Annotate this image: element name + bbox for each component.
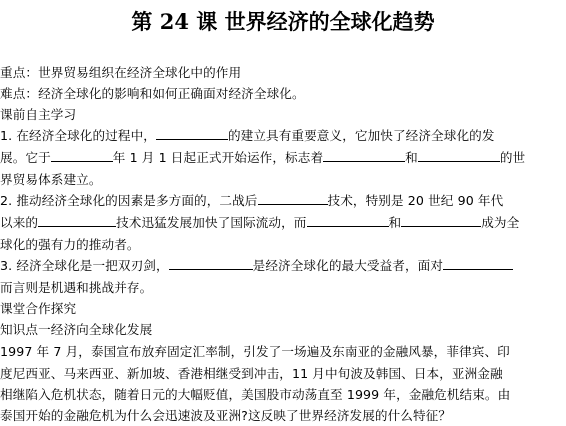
q2-blank-1[interactable] [258, 192, 328, 205]
question-3-line-2: 而言则是机遇和挑战并存。 [0, 280, 153, 295]
q3-text-b: 是经济全球化的最大受益者，面对 [252, 258, 444, 273]
q3-text-a: 3. 经济全球化是一把双刃剑， [0, 258, 169, 273]
q1-blank-3[interactable] [323, 149, 405, 162]
paragraph-line-4: 泰国开始的金融危机为什么会迅速波及亚洲?这反映了世界经济发展的什么特征？ [0, 408, 452, 423]
q1-blank-2[interactable] [51, 149, 113, 162]
lesson-title: 第 24 课 世界经济的全球化趋势 [131, 9, 435, 34]
paragraph-line-2: 度尼西亚、马来西亚、新加坡、香港相继受到冲击，11 月中旬波及韩国、日本，亚洲金融 [0, 366, 503, 381]
q2-blank-2[interactable] [38, 214, 116, 227]
section-heading-cooperative: 课堂合作探究 [0, 301, 77, 316]
q2-text-f: 成为全 [481, 215, 520, 230]
q1-blank-4[interactable] [418, 149, 500, 162]
knowledge-point-heading: 知识点一经济向全球化发展 [0, 322, 153, 337]
question-3-line-1 [0, 257, 566, 275]
q1-text-c: 展。它于 [0, 150, 51, 165]
q2-blank-3[interactable] [307, 214, 389, 227]
q2-text-e: 和 [388, 215, 402, 230]
difficulty-point: 难点：经济全球化的影响和如何正确面对经济全球化。 [0, 86, 305, 101]
q3-blank-1[interactable] [169, 257, 253, 270]
question-1-line-3: 界贸易体系建立。 [0, 172, 102, 187]
key-point: 重点：世界贸易组织在经济全球化中的作用 [0, 65, 242, 80]
q1-text-b: 的建立具有重要意义，它加快了经济全球化的发 [227, 128, 495, 143]
question-1-line-2 [0, 149, 566, 167]
paragraph-line-3: 相继陷入危机状态，随着日元的大幅贬值，美国股市动荡直至 1999 年，金融危机结束。由 [0, 387, 511, 402]
q2-blank-4[interactable] [401, 214, 481, 227]
q2-text-c: 以来的 [0, 215, 39, 230]
q2-text-d: 技术迅猛发展加快了国际流动，而 [116, 215, 307, 230]
section-heading-pre-study: 课前自主学习 [0, 107, 77, 122]
q1-text-f: 的世 [499, 150, 526, 165]
paragraph-line-1: 1997 年 7 月，泰国宣布放弃固定汇率制，引发了一场遍及东南亚的金融风暴，菲律宾、印 [0, 344, 510, 359]
question-2-line-3: 球化的强有力的推动者。 [0, 237, 140, 252]
question-2-line-2 [0, 214, 566, 232]
q1-blank-1[interactable] [156, 127, 228, 140]
q1-text-e: 和 [405, 150, 418, 165]
q3-blank-2[interactable] [443, 257, 513, 270]
q2-text-a: 2. 推动经济全球化的因素是多方面的，二战后 [0, 193, 258, 208]
q1-text-a: 1. 在经济全球化的过程中， [0, 128, 156, 143]
question-1-line-1 [0, 127, 566, 145]
q2-text-b: 技术，特别是 20 世纪 90 年代 [327, 193, 504, 208]
question-2-line-1 [0, 192, 566, 210]
q1-text-d: 年 1 月 1 日起正式开始运作，标志着 [112, 150, 324, 165]
